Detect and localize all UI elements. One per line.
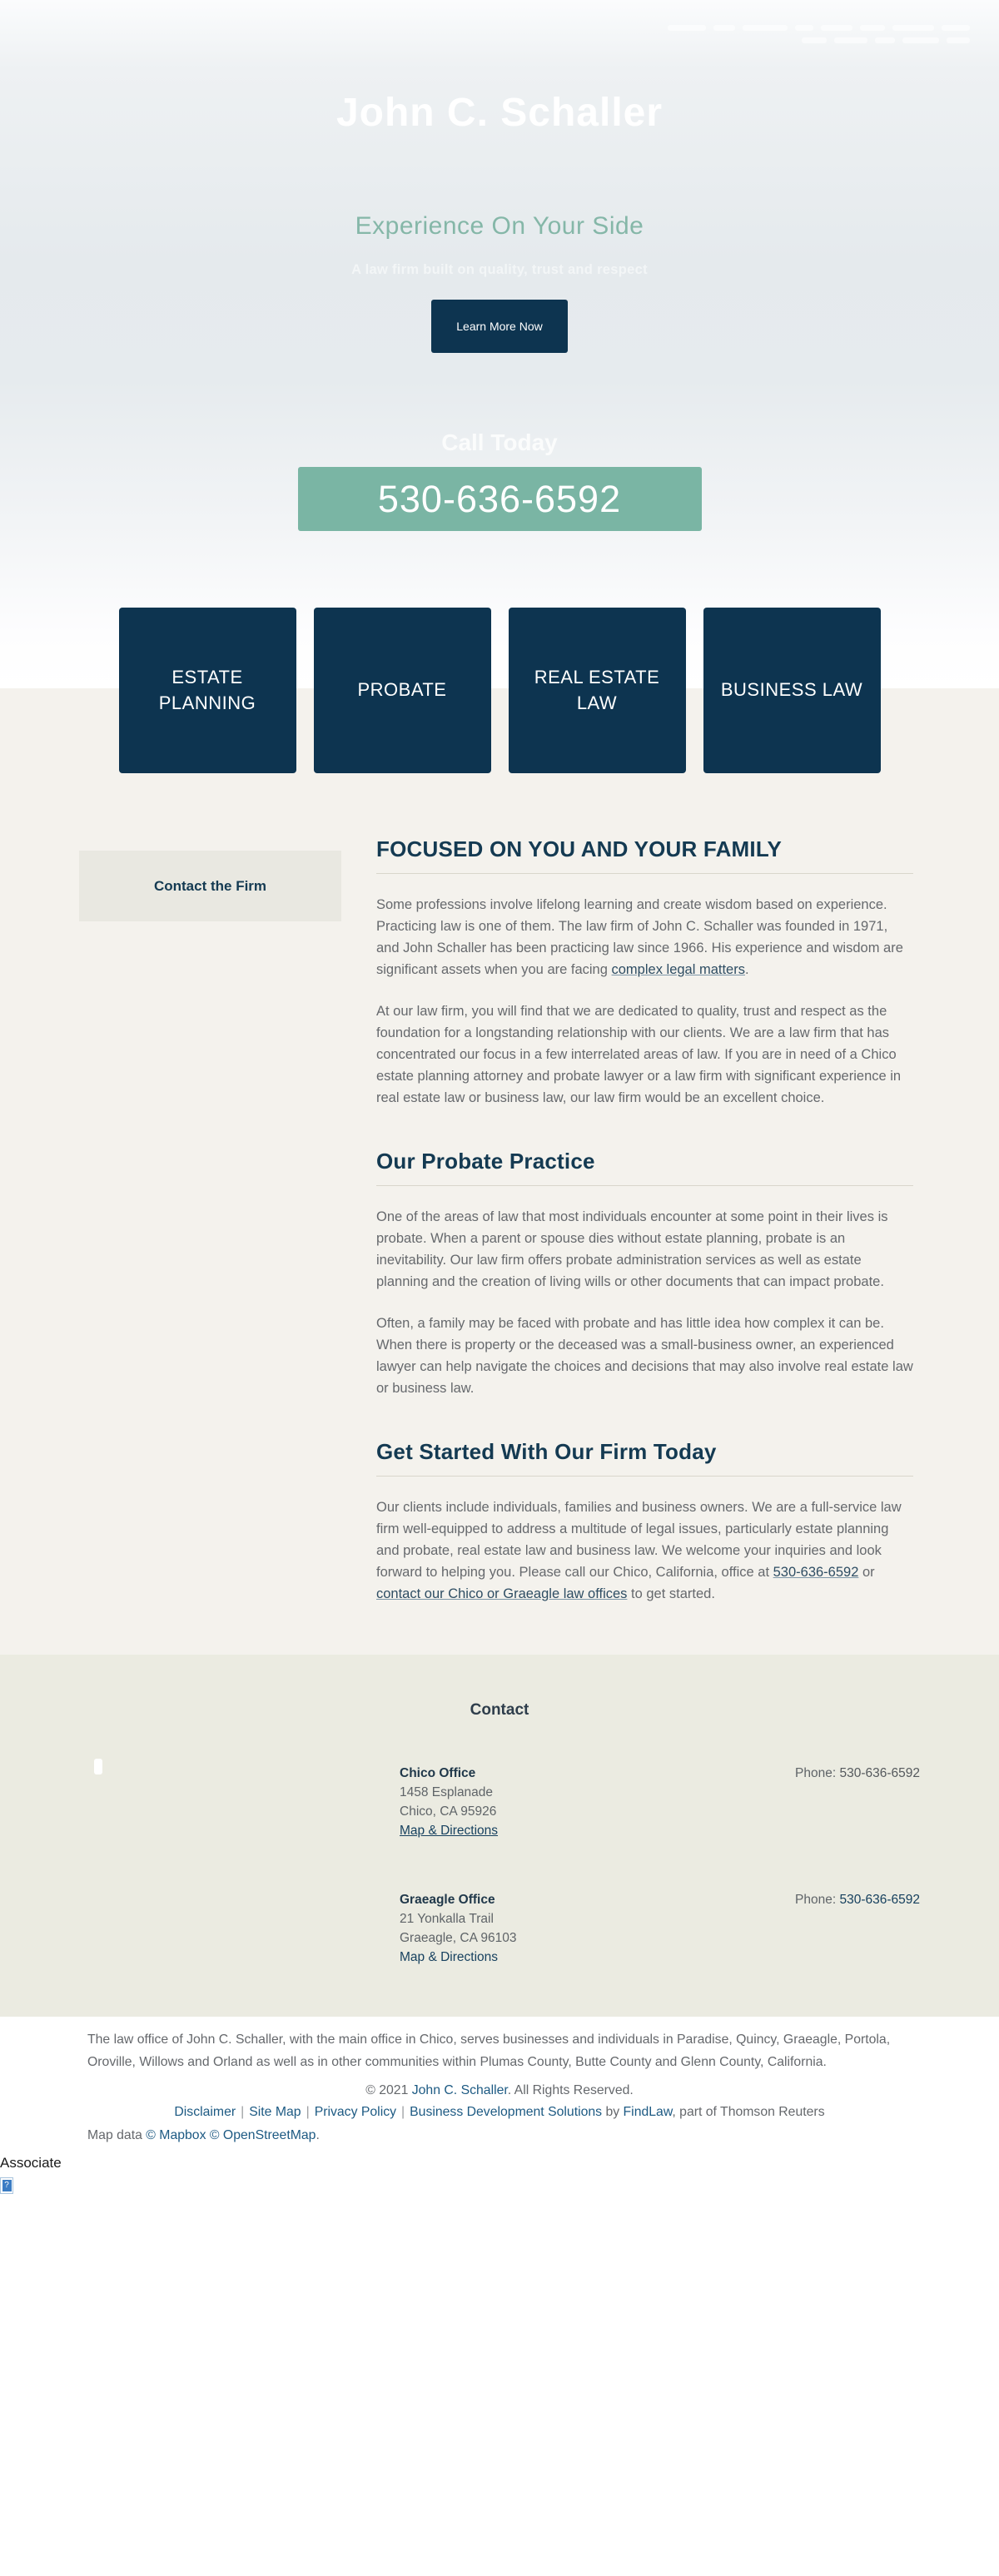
site-title: John C. Schaller <box>335 91 664 135</box>
footer-section <box>0 2017 999 2426</box>
map-area <box>79 1890 400 1967</box>
section-heading-focused: FOCUSED ON YOU AND YOUR FAMILY <box>376 836 783 861</box>
content-wrap <box>79 773 920 1605</box>
section-heading-get-started: Get Started With Our Firm Today <box>376 1439 717 1464</box>
heading-divider <box>376 873 913 874</box>
paragraph-text: Some professions involve lifelong learning and create wisdom based on experience. Practicing law is one of them. The law firm of John C. Schaller was founded in 1971, and John Schaller has been practicing law since 1966. His experience and wisdom are significant assets when you are facing <box>376 897 903 977</box>
office-row-graeagle <box>79 1890 920 1967</box>
copyright-firm-link[interactable]: John C. Schaller <box>411 2083 508 2097</box>
link-separator: | <box>401 2105 405 2119</box>
site-map-link[interactable]: Site Map <box>249 2105 301 2119</box>
nav-pill <box>821 25 852 31</box>
hero-subtagline: A law firm built on quality, trust and respect <box>351 262 648 277</box>
map-attribution-line <box>87 2128 912 2143</box>
nav-pill <box>743 25 788 31</box>
office-address-line: 1458 Esplanade <box>400 1785 494 1799</box>
office-row-chico <box>79 1764 920 1840</box>
nav-pill <box>902 37 939 43</box>
nav-pill <box>834 37 867 43</box>
mapbox-link[interactable]: © Mapbox <box>146 2128 206 2142</box>
paragraph-intro <box>376 894 913 980</box>
phone-banner-number[interactable]: 530-636-6592 <box>377 477 622 520</box>
heading-divider <box>376 1476 913 1477</box>
nav-pill <box>892 25 934 31</box>
paragraph-probate-1: One of the areas of law that most individuals encounter at some point in their lives is probate. When a parent or spouse dies without estate planning, probate is an inevitability. Our law firm offers probate administration services as well as estate planning and the creation of living wills or other documents that can impact probate. <box>376 1209 888 1289</box>
map-marker-icon <box>94 1759 102 1774</box>
link-separator: | <box>306 2105 310 2119</box>
map-directions-link-graeagle[interactable]: Map & Directions <box>400 1950 499 1964</box>
hero-tagline: Experience On Your Side <box>355 212 644 240</box>
copyright-line <box>87 2083 912 2098</box>
nav-pill <box>860 25 885 31</box>
map-directions-link-chico[interactable]: Map & Directions <box>400 1824 499 1838</box>
main-column <box>376 836 913 1605</box>
phone-link[interactable]: 530-636-6592 <box>773 1565 859 1580</box>
broken-image-icon <box>0 2177 13 2194</box>
nav-pill <box>795 25 813 31</box>
main-section <box>0 608 999 1655</box>
link-separator: | <box>241 2105 245 2119</box>
privacy-policy-link[interactable]: Privacy Policy <box>314 2105 397 2119</box>
openstreetmap-link[interactable]: © OpenStreetMap <box>209 2128 316 2142</box>
heading-divider <box>376 1185 913 1186</box>
sidebar <box>79 836 341 1605</box>
paragraph-text: or <box>858 1565 875 1580</box>
business-development-solutions-link[interactable]: Business Development Solutions <box>410 2105 603 2119</box>
office-address-line: Graeagle, CA 96103 <box>400 1931 517 1945</box>
paragraph-text: . <box>744 962 749 977</box>
paragraph-get-started <box>376 1496 913 1605</box>
footer-text: , part of Thomson Reuters <box>672 2105 825 2119</box>
call-today-label: Call Today <box>441 429 558 455</box>
map-attribution-text: . <box>316 2128 320 2142</box>
office-phone-graeagle <box>699 1890 920 1967</box>
office-phone-chico <box>699 1764 920 1840</box>
contact-section <box>0 1655 999 2017</box>
office-name: Graeagle Office <box>400 1893 495 1907</box>
office-address-chico <box>400 1764 699 1840</box>
footer-text: by <box>602 2105 624 2119</box>
nav-pill <box>802 37 827 43</box>
practice-box-real-estate-law[interactable]: REAL ESTATE LAW <box>509 608 686 773</box>
nav-pill <box>713 25 735 31</box>
contact-heading: Contact <box>470 1701 529 1719</box>
findlaw-link[interactable]: FindLaw <box>623 2105 673 2119</box>
copyright-text: . All Rights Reserved. <box>507 2083 634 2097</box>
broken-image-glyph: ? <box>2 2180 12 2191</box>
office-address-line: Chico, CA 95926 <box>400 1804 497 1819</box>
practice-box-business-law[interactable]: BUSINESS LAW <box>703 608 881 773</box>
top-nav-placeholder <box>620 25 970 50</box>
nav-pill <box>668 25 706 31</box>
office-address-graeagle <box>400 1890 699 1967</box>
phone-label: Phone: <box>795 1893 840 1907</box>
phone-label: Phone: <box>795 1766 840 1780</box>
nav-pill <box>942 25 970 31</box>
office-name: Chico Office <box>400 1766 476 1780</box>
footer-links-line <box>87 2105 912 2120</box>
nav-pill <box>875 37 895 43</box>
disclaimer-link[interactable]: Disclaimer <box>174 2105 236 2119</box>
map-attribution-text: Map data <box>87 2128 147 2142</box>
office-address-line: 21 Yonkalla Trail <box>400 1912 494 1926</box>
copyright-text: © 2021 <box>365 2083 412 2097</box>
paragraph-about-firm: At our law firm, you will find that we are dedicated to quality, trust and respect as the foundation for a longstanding relationship with our clients. We are a law firm that has concentrated our focus in a few interrelated areas of law. If you are in need of a Chico estate planning attorney and probate lawyer or a law firm with significant experience in real estate law or business law, our law firm would be an excellent choice. <box>376 1004 902 1105</box>
nav-pill <box>947 37 970 43</box>
paragraph-text: Our clients include individuals, families and business owners. We are a full-service law firm well-equipped to address a multitude of legal issues, particularly estate planning and probate, real estate law and business law. We welcome your inquiries and look forward to helping you. Please call our Chico, California, office at <box>376 1500 902 1580</box>
top-nav-row-2 <box>620 37 970 43</box>
service-area-disclaimer: The law office of John C. Schaller, with the main office in Chico, serves businesses and individuals in Paradise, Quincy, Graeagle, Portola, Oroville, Willows and Orland as well as in other communities within Plumas County, Butte County and Glenn County, California. <box>87 2033 891 2069</box>
map-area <box>79 1764 400 1840</box>
top-nav-row-1 <box>620 25 970 31</box>
complex-legal-matters-link[interactable]: complex legal matters <box>611 962 745 977</box>
associate-badge-block <box>0 2155 912 2194</box>
office-phone-number-chico[interactable]: 530-636-6592 <box>839 1766 920 1780</box>
office-phone-number-graeagle[interactable]: 530-636-6592 <box>839 1893 920 1907</box>
contact-the-firm-button[interactable]: Contact the Firm <box>79 851 341 921</box>
footer-inner <box>0 2017 912 2194</box>
practice-areas-row <box>0 608 999 773</box>
phone-banner[interactable] <box>298 467 702 531</box>
hero-section <box>0 0 999 688</box>
paragraph-probate-2: Often, a family may be faced with probate and has little idea how complex it can be. When there is property or the deceased was a small-business owner, an experienced lawyer can help navigate the choices and decisions that may also involve real estate law or business law. <box>376 1316 913 1396</box>
section-heading-probate: Our Probate Practice <box>376 1149 595 1174</box>
learn-more-button[interactable]: Learn More Now <box>431 300 568 353</box>
practice-box-estate-planning[interactable]: ESTATE PLANNING <box>119 608 296 773</box>
contact-offices-link[interactable]: contact our Chico or Graeagle law offices <box>376 1586 628 1601</box>
paragraph-text: to get started. <box>627 1586 715 1601</box>
practice-box-probate[interactable]: PROBATE <box>314 608 491 773</box>
associate-label: Associate <box>0 2155 62 2171</box>
